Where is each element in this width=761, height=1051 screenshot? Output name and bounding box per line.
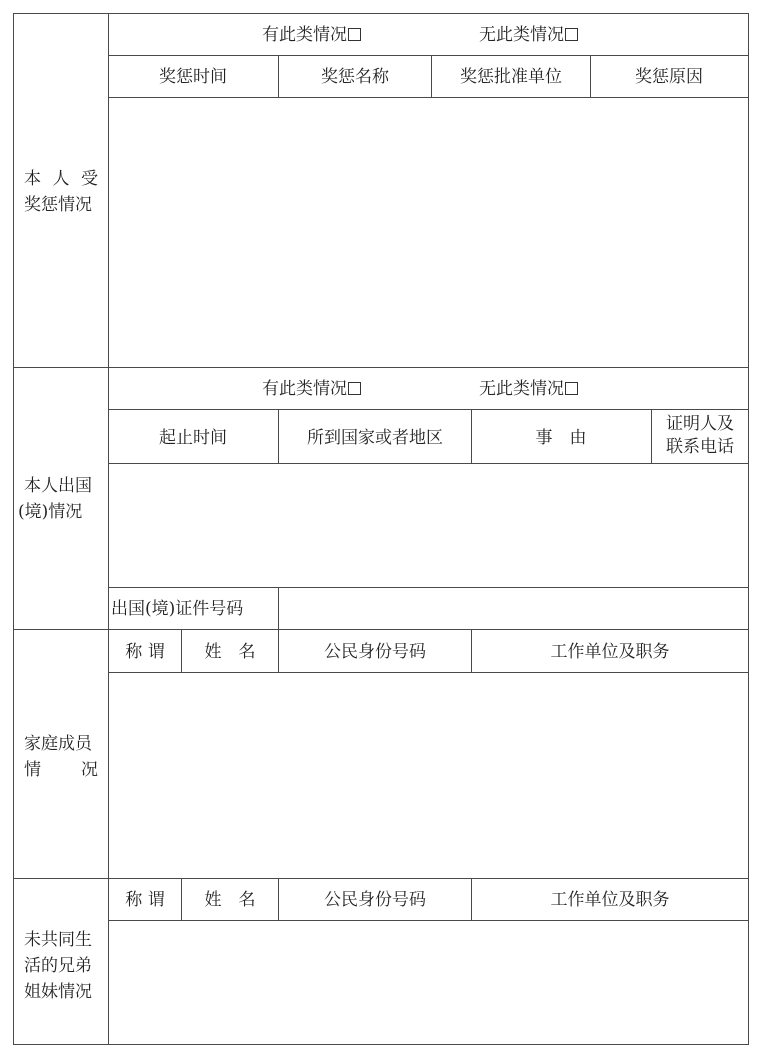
col-divider — [181, 878, 182, 920]
family-header-id-number: 公民身份号码 — [324, 642, 426, 662]
col-divider — [590, 55, 591, 97]
family-section-label — [24, 731, 98, 783]
siblings-label-line1: 未共同生 — [24, 930, 92, 950]
option-yes-label: 有此类情况 — [262, 379, 347, 399]
witness-line2: 联系电话 — [666, 437, 734, 457]
siblings-label-line3: 姐妹情况 — [24, 982, 92, 1002]
abroad-header-period: 起止时间 — [159, 428, 227, 448]
family-label-line1: 家庭成员 — [24, 734, 92, 754]
awards-section-label — [24, 166, 98, 218]
section-divider — [13, 878, 749, 879]
family-label-line2: 情 况 — [24, 760, 98, 780]
abroad-header-reason: 事 由 — [535, 428, 587, 448]
awards-header-reason: 奖惩原因 — [635, 67, 703, 87]
siblings-header-employer: 工作单位及职务 — [550, 890, 670, 910]
family-entry-area[interactable] — [109, 673, 748, 878]
col-divider — [278, 55, 279, 97]
awards-no-case-option[interactable] — [479, 25, 578, 45]
siblings-header-id-number: 公民身份号码 — [324, 890, 426, 910]
checkbox-yes[interactable] — [348, 382, 361, 395]
awards-label-line2: 奖惩情况 — [24, 195, 92, 215]
border-bottom — [13, 1044, 749, 1045]
option-yes-label: 有此类情况 — [262, 25, 347, 45]
col-divider — [278, 878, 279, 920]
col-divider — [278, 409, 279, 463]
option-no-label: 无此类情况 — [479, 379, 564, 399]
col-divider — [471, 629, 472, 672]
siblings-header-relation: 称 谓 — [125, 890, 165, 910]
siblings-entry-area[interactable] — [109, 921, 748, 1044]
siblings-label-line2: 活的兄弟 — [24, 956, 92, 976]
abroad-header-witness — [666, 413, 734, 459]
col-divider — [651, 409, 652, 463]
checkbox-yes[interactable] — [348, 28, 361, 41]
abroad-section-label — [18, 473, 92, 525]
awards-has-case-option[interactable] — [262, 25, 361, 45]
siblings-section-label — [24, 927, 92, 1005]
col-divider — [471, 409, 472, 463]
awards-label-line1: 本 人 受 — [24, 169, 98, 189]
family-header-relation: 称 谓 — [125, 642, 165, 662]
section-divider — [13, 367, 749, 368]
border-top — [13, 13, 749, 14]
siblings-header-name: 姓 名 — [204, 890, 256, 910]
passport-number-field[interactable] — [279, 588, 748, 629]
option-no-label: 无此类情况 — [479, 25, 564, 45]
row-divider — [108, 409, 749, 410]
abroad-label-line1: 本人出国 — [24, 476, 92, 496]
awards-header-time: 奖惩时间 — [159, 67, 227, 87]
awards-header-name: 奖惩名称 — [321, 67, 389, 87]
border-right — [748, 13, 749, 1045]
border-left — [13, 13, 14, 1045]
awards-entry-area[interactable] — [109, 98, 748, 367]
col-divider — [181, 629, 182, 672]
abroad-header-destination: 所到国家或者地区 — [307, 428, 443, 448]
row-divider — [108, 55, 749, 56]
abroad-label-line2: (境)情况 — [18, 502, 83, 522]
col-divider — [471, 878, 472, 920]
family-header-employer: 工作单位及职务 — [550, 642, 670, 662]
section-divider — [13, 629, 749, 630]
checkbox-no[interactable] — [565, 382, 578, 395]
abroad-has-case-option[interactable] — [262, 379, 361, 399]
witness-line1: 证明人及 — [666, 414, 734, 434]
checkbox-no[interactable] — [565, 28, 578, 41]
awards-header-approver: 奖惩批准单位 — [460, 67, 562, 87]
family-header-name: 姓 名 — [204, 642, 256, 662]
abroad-no-case-option[interactable] — [479, 379, 578, 399]
passport-number-label: 出国(境)证件号码 — [111, 599, 244, 619]
abroad-entry-area[interactable] — [109, 464, 748, 587]
col-divider — [431, 55, 432, 97]
col-divider — [278, 629, 279, 672]
